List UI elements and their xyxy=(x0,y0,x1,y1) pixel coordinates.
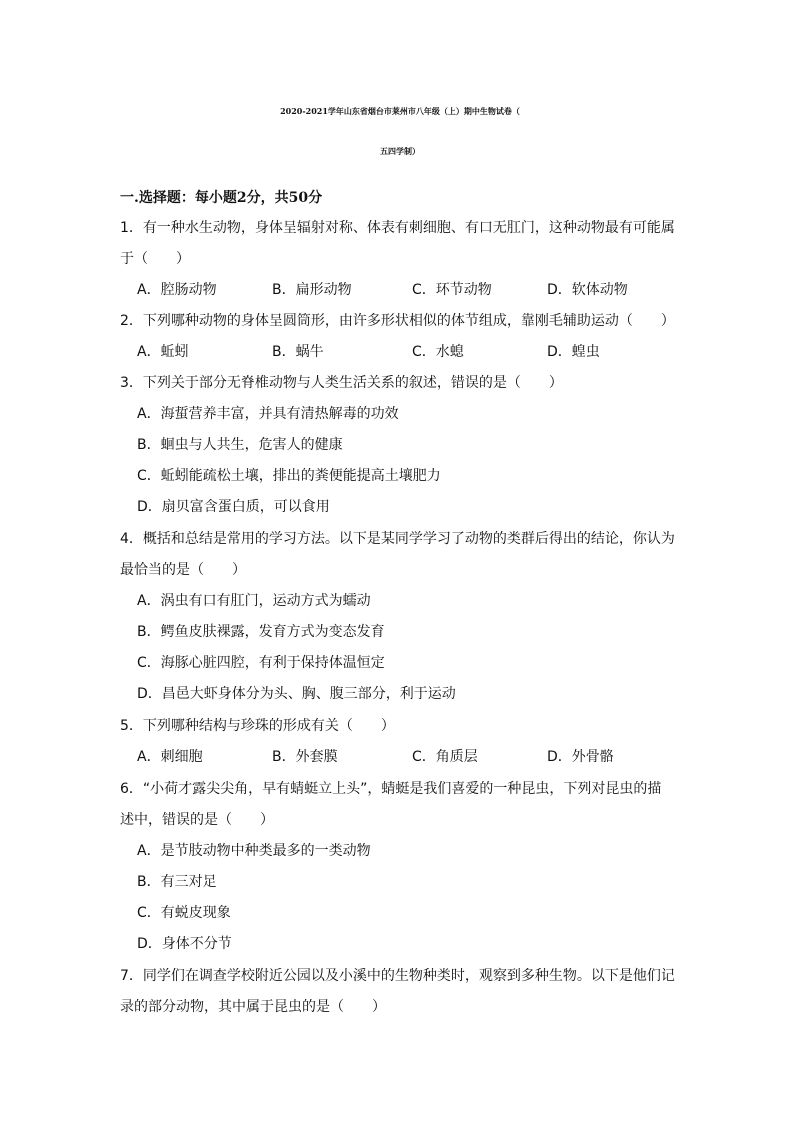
question-5-option-d: D．外骨骼 xyxy=(547,749,614,765)
question-1-option-d: D．软体动物 xyxy=(547,282,628,298)
question-5-option-b: B．外套膜 xyxy=(272,749,338,765)
question-1-option-c: C．环节动物 xyxy=(412,282,492,298)
exam-title-line-2: 五四学制） xyxy=(380,146,420,156)
question-6-option-c: C．有蜕皮现象 xyxy=(137,905,231,921)
question-1-text: 1．有一种水生动物，身体呈辐射对称、体表有刺细胞、有口无肛门，这种动物最有可能属 xyxy=(120,220,675,236)
question-4-text-cont: 最恰当的是（ ） xyxy=(120,562,246,578)
question-6-option-d: D．身体不分节 xyxy=(137,936,232,952)
question-3-text: 3．下列关于部分无脊椎动物与人类生活关系的叙述，错误的是（ ） xyxy=(120,375,563,391)
question-2-option-d: D．蝗虫 xyxy=(547,344,600,360)
question-6-option-b: B．有三对足 xyxy=(137,874,217,890)
question-4-text: 4．概括和总结是常用的学习方法。以下是某同学学习了动物的类群后得出的结论，你认为 xyxy=(120,531,675,547)
question-3-option-a: A．海蜇营养丰富，并具有清热解毒的功效 xyxy=(137,406,399,422)
question-6-text: 6．“小荷才露尖尖角，早有蜻蜓立上头”，蜻蜓是我们喜爱的一种昆虫，下列对昆虫的描 xyxy=(120,781,662,797)
exam-title-line-1: 2020-2021学年山东省烟台市莱州市八年级（上）期中生物试卷（ xyxy=(280,106,520,116)
question-2-option-a: A．蚯蚓 xyxy=(137,344,189,360)
question-7-text: 7．同学们在调查学校附近公园以及小溪中的生物种类时，观察到多种生物。以下是他们记 xyxy=(120,968,675,984)
question-1-option-a: A．腔肠动物 xyxy=(137,282,217,298)
question-1-text-cont: 于（ ） xyxy=(120,251,190,267)
question-4-option-b: B．鳄鱼皮肤裸露，发育方式为变态发育 xyxy=(137,624,385,640)
question-5-option-a: A．刺细胞 xyxy=(137,749,203,765)
question-3-option-d: D．扇贝富含蛋白质，可以食用 xyxy=(137,499,330,515)
question-2-option-b: B．蜗牛 xyxy=(272,344,324,360)
question-5-text: 5．下列哪种结构与珍珠的形成有关（ ） xyxy=(120,718,395,734)
question-4-option-c: C．海豚心脏四腔，有利于保持体温恒定 xyxy=(137,655,385,671)
question-1-option-b: B．扁形动物 xyxy=(272,282,352,298)
question-4-option-a: A．涡虫有口有肛门，运动方式为蠕动 xyxy=(137,593,371,609)
question-6-text-cont: 述中，错误的是（ ） xyxy=(120,812,274,828)
question-2-option-c: C．水螅 xyxy=(412,344,464,360)
question-3-option-c: C．蚯蚓能疏松土壤，排出的粪便能提高土壤肥力 xyxy=(137,468,441,484)
question-4-option-d: D．昌邑大虾身体分为头、胸、腹三部分，利于运动 xyxy=(137,686,456,702)
question-2-text: 2．下列哪种动物的身体呈圆筒形，由许多形状相似的体节组成，靠刚毛辅助运动（ ） xyxy=(120,313,675,329)
section-heading: 一.选择题：每小题2分，共50分 xyxy=(120,190,323,206)
question-3-option-b: B．蛔虫与人共生，危害人的健康 xyxy=(137,437,343,453)
question-5-option-c: C．角质层 xyxy=(412,749,478,765)
question-7-text-cont: 录的部分动物，其中属于昆虫的是（ ） xyxy=(120,999,386,1015)
question-6-option-a: A．是节肢动物中种类最多的一类动物 xyxy=(137,843,371,859)
